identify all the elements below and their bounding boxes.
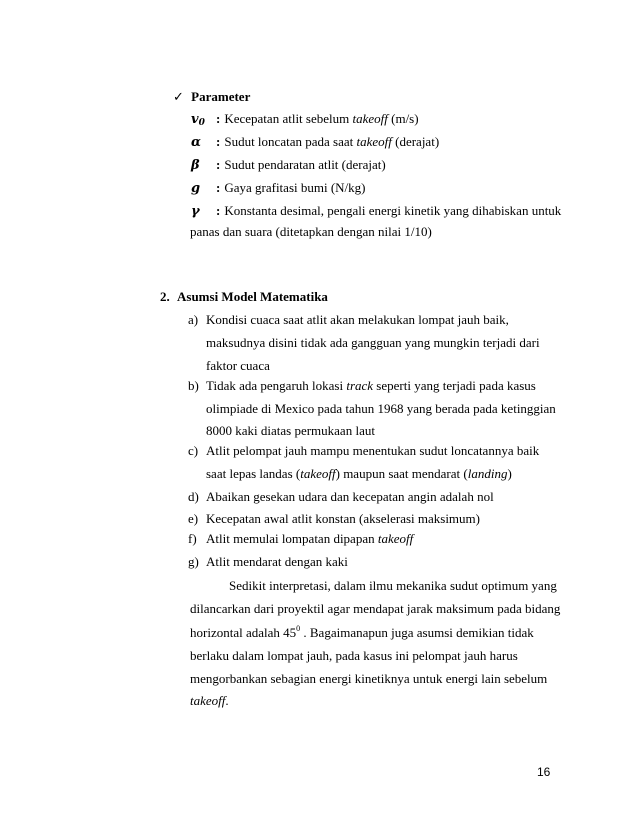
paragraph-line: berlaku dalam lompat jauh, pada kasus ini pelompat jauh harus [190,648,518,663]
parameter-symbol-wrap [191,113,213,126]
assumption-text: maksudnya disini tidak ada gangguan yang mungkin terjadi dari [206,335,540,350]
parameter-continuation: panas dan suara (ditetapkan dengan nilai 1/10) [190,224,432,239]
parameter-separator: : [216,111,221,126]
assumption-label: b) [188,378,199,393]
parameter-subscript: 0 [198,118,205,128]
section-number: 2. [160,289,170,304]
parameter-symbol: β [191,158,200,173]
parameter-separator: : [216,203,221,218]
paragraph-italic: takeoff [190,693,226,708]
parameter-separator: : [216,180,221,195]
assumption-italic-term: takeoff [300,466,336,481]
parameter-description-italic: takeoff [352,111,388,126]
paragraph-line [190,626,534,639]
assumption-text: ) [507,466,512,481]
assumption-text: seperti yang terjadi pada kasus [373,378,536,393]
assumption-label: g) [188,554,199,569]
assumption-line [206,512,480,525]
assumption-text: Atlit memulai lompatan dipapan [206,531,378,546]
parameter-row [191,112,419,126]
paragraph-line: dilancarkan dari proyektil agar mendapat jarak maksimum pada bidang [190,601,561,616]
assumption-text: Atlit pelompat jauh mampu menentukan sudut loncatannya baik [206,443,540,458]
assumption-line [206,359,270,372]
page-number: 16 [537,765,551,779]
parameter-heading [173,90,250,104]
assumption-italic-term: track [346,378,374,393]
parameter-row [191,181,366,195]
parameter-symbol: v [191,112,199,127]
parameter-separator: : [216,157,221,172]
parameter-separator: : [216,134,221,149]
assumption-line [206,532,413,545]
assumption-line [206,402,556,415]
assumption-text: Atlit mendarat dengan kaki [206,554,348,569]
assumption-text: Kecepatan awal atlit konstan (akselerasi maksimum) [206,511,480,526]
assumption-line [206,467,512,480]
parameter-description: Konstanta desimal, pengali energi kinetik yang dihabiskan untuk [224,203,562,218]
assumption-text: Tidak ada pengaruh lokasi [206,378,347,393]
assumption-line [206,313,509,326]
paragraph-line [190,694,229,707]
assumption-text: faktor cuaca [206,358,270,373]
assumption-text: Kondisi cuaca saat atlit akan melakukan lompat jauh baik, [206,312,509,327]
parameter-description: Sudut pendaratan atlit (derajat) [224,157,386,172]
parameter-description: Sudut loncatan pada saat [224,134,357,149]
paragraph-text: horizontal adalah 45 [190,625,297,640]
parameter-row [191,158,386,172]
paragraph-text: . Bagaimanapun juga asumsi demikian tidak [300,625,534,640]
assumption-label: e) [188,511,199,526]
parameter-row [191,135,439,149]
assumption-line [206,424,375,437]
assumption-line [206,336,540,349]
assumption-text: Abaikan gesekan udara dan kecepatan angin adalah nol [206,489,494,504]
parameter-description: (m/s) [387,111,419,126]
parameter-description: Gaya grafitasi bumi (N/kg) [224,180,366,195]
assumption-label: f) [188,531,197,546]
assumption-line [206,555,348,568]
paragraph-text: . [225,693,229,708]
section-title: Asumsi Model Matematika [177,289,328,304]
parameter-symbol: γ [191,204,200,219]
parameter-symbol: α [191,135,202,150]
assumption-italic-term: landing [467,466,508,481]
assumption-text: olimpiade di Mexico pada tahun 1968 yang berada pada ketinggian [206,401,556,416]
paragraph-line: Sedikit interpretasi, dalam ilmu mekanika sudut optimum yang [229,578,557,593]
assumption-label: d) [188,489,199,504]
parameter-row [191,204,561,218]
assumption-line [206,490,494,503]
parameter-description: (derajat) [391,134,440,149]
parameter-description-italic: takeoff [356,134,392,149]
parameter-description: Kecepatan atlit sebelum [224,111,353,126]
assumption-label: a) [188,312,199,327]
paragraph-line: mengorbankan sebagian energi kinetiknya untuk energi lain sebelum [190,671,548,686]
parameter-symbol: g [191,181,201,196]
parameter-title: Parameter [191,89,251,104]
assumption-label: c) [188,443,199,458]
assumption-text: 8000 kaki diatas permukaan laut [206,423,375,438]
degree-superscript: 0 [296,624,301,633]
assumption-text: saat lepas landas ( [206,466,301,481]
section-heading [160,290,328,303]
checkmark-icon: ✓ [173,90,184,105]
assumption-line [206,444,539,457]
assumption-text: ) maupun saat mendarat ( [335,466,468,481]
assumption-italic-term: takeoff [377,531,414,546]
assumption-line [206,379,536,392]
